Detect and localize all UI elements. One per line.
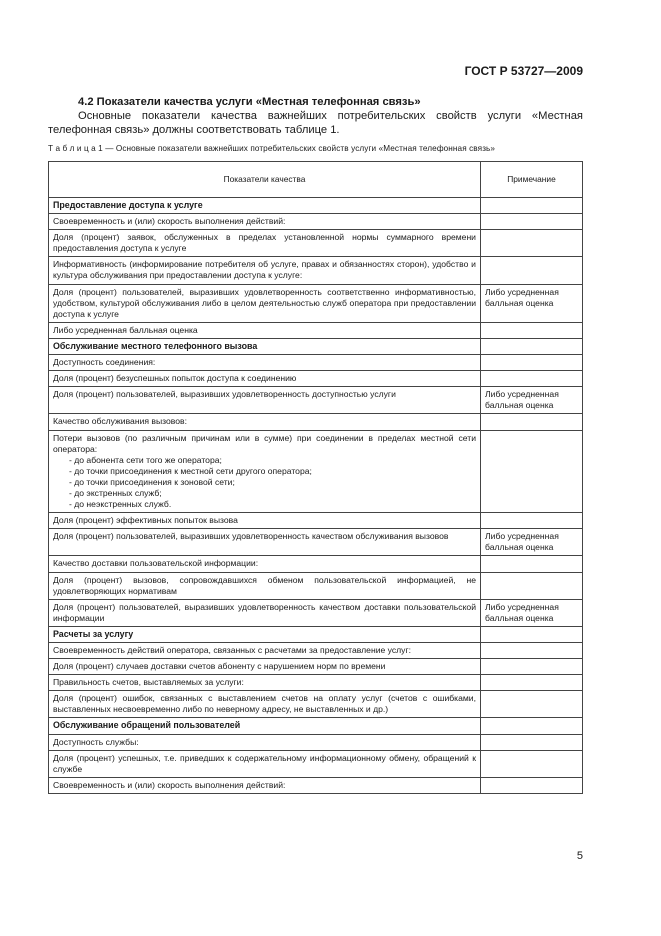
indicator-cell	[49, 643, 481, 659]
note-cell	[481, 257, 583, 284]
note-cell: Либо усредненная балльная оценка	[481, 284, 583, 322]
table-row	[49, 556, 583, 572]
table-row	[49, 750, 583, 777]
table-row	[49, 691, 583, 718]
indicator-cell	[49, 691, 481, 718]
note-cell	[481, 414, 583, 430]
note-cell: Либо усредненная балльная оценка	[481, 599, 583, 626]
table-body	[49, 198, 583, 794]
note-cell	[481, 430, 583, 513]
section-title-cell	[49, 338, 481, 354]
note-cell	[481, 371, 583, 387]
indicator-cell	[49, 322, 481, 338]
indicator-text: Своевременность и (или) скорость выполнения действий:	[53, 216, 286, 227]
indicator-cell	[49, 599, 481, 626]
list-item: - до точки присоединения к зоновой сети;	[69, 477, 476, 488]
indicator-text: Доля (процент) ошибок, связанных с выставлением счетов на оплату услуг (счетов с ошибками, выставленных несвоевременно либо по неверному адресу, не выставленных и др.)	[53, 693, 476, 715]
indicator-text: Обслуживание обращений пользователей	[53, 720, 241, 731]
table-row	[49, 599, 583, 626]
note-cell	[481, 572, 583, 599]
indicator-text: Доступность соединения:	[53, 357, 156, 368]
section-title-cell	[49, 718, 481, 734]
table-row	[49, 734, 583, 750]
indicator-text: Либо усредненная балльная оценка	[53, 324, 198, 335]
indicator-text: Своевременность действий оператора, связанных с расчетами за предоставление услуг:	[53, 645, 411, 655]
table-section-row	[49, 626, 583, 642]
list-item: - до абонента сети того же оператора;	[69, 455, 476, 466]
indicator-text: Обслуживание местного телефонного вызова	[53, 340, 258, 351]
indicator-text: Доля (процент) заявок, обслуженных в пределах установленной нормы суммарного времени предоставления доступа к услуге	[53, 232, 476, 254]
indicator-text: Правильность счетов, выставляемых за услуги:	[53, 677, 244, 688]
indicator-text: Доля (процент) пользователей, выразивших удовлетворенность качеством доставки пользовательской информации	[53, 601, 476, 623]
indicator-cell	[49, 257, 481, 284]
note-cell: Либо усредненная балльная оценка	[481, 529, 583, 556]
indicator-text: Доступность службы:	[53, 736, 139, 747]
table-row	[49, 777, 583, 793]
indicator-cell	[49, 777, 481, 793]
table-caption: Т а б л и ц а 1 — Основные показатели важнейших потребительских свойств услуги «Местная телефонная связь»	[48, 144, 496, 153]
table-row	[49, 414, 583, 430]
column-header-note: Примечание	[481, 162, 583, 198]
table-section-row	[49, 718, 583, 734]
indicator-text: Доля (процент) пользователей, выразивших удовлетворенность доступностью услуги	[53, 389, 396, 400]
table-row	[49, 387, 583, 414]
note-cell: Либо усредненная балльная оценка	[481, 387, 583, 414]
note-cell	[481, 750, 583, 777]
section-heading: 4.2 Показатели качества услуги «Местная телефонная связь»	[78, 96, 421, 108]
indicator-cell	[49, 355, 481, 371]
table-header-row	[49, 162, 583, 198]
table-row	[49, 214, 583, 230]
indicator-text: Расчеты за услугу	[53, 628, 134, 639]
indicator-text: Качество обслуживания вызовов:	[53, 416, 187, 427]
indicator-cell	[49, 513, 481, 529]
page-number: 5	[576, 850, 583, 862]
indicator-sublist	[53, 455, 476, 510]
indicator-text: Доля (процент) безуспешных попыток доступа к соединению	[53, 373, 297, 384]
indicator-text: Доля (процент) случаев доставки счетов абоненту с нарушением норм по времени	[53, 661, 386, 672]
table-row	[49, 371, 583, 387]
list-item: - до экстренных служб;	[69, 488, 476, 499]
table-row	[49, 675, 583, 691]
table-row	[49, 572, 583, 599]
indicator-cell	[49, 556, 481, 572]
indicator-text: Доля (процент) пользователей, выразивших удовлетворенность соответственно информативностью, удобством, культурой обслуживания либо в целом деятельностью служб оператора при предоставлении доступа к услуге	[53, 286, 476, 319]
note-cell	[481, 230, 583, 257]
table-section-row	[49, 198, 583, 214]
table-row	[49, 230, 583, 257]
indicator-cell	[49, 230, 481, 257]
table-row	[49, 529, 583, 556]
table-row	[49, 284, 583, 322]
indicator-cell	[49, 414, 481, 430]
section-4-2	[48, 95, 583, 137]
indicator-cell	[49, 734, 481, 750]
section-title-cell	[49, 626, 481, 642]
table-row	[49, 257, 583, 284]
table-row	[49, 643, 583, 659]
note-cell	[481, 198, 583, 214]
note-cell	[481, 322, 583, 338]
table-section-row	[49, 338, 583, 354]
table-row	[49, 355, 583, 371]
indicator-cell	[49, 371, 481, 387]
table-row	[49, 659, 583, 675]
indicator-text: Доля (процент) пользователей, выразивших удовлетворенность качеством обслуживания вызовов	[53, 531, 449, 542]
list-item: - до точки присоединения к местной сети другого оператора;	[69, 466, 476, 477]
note-cell	[481, 513, 583, 529]
indicator-cell	[49, 284, 481, 322]
indicator-cell	[49, 750, 481, 777]
indicator-cell	[49, 529, 481, 556]
note-cell	[481, 355, 583, 371]
indicator-text: Своевременность и (или) скорость выполнения действий:	[53, 779, 286, 790]
table-row	[49, 513, 583, 529]
section-title-cell	[49, 198, 481, 214]
note-cell	[481, 214, 583, 230]
note-cell	[481, 643, 583, 659]
indicator-cell	[49, 430, 481, 513]
note-cell	[481, 675, 583, 691]
indicator-text: Доля (процент) эффективных попыток вызова	[53, 515, 238, 526]
indicator-text: Потери вызовов (по различным причинам или в сумме) при соединении в пределах местной сети оператора:	[53, 432, 476, 454]
note-cell	[481, 626, 583, 642]
table-row	[49, 430, 583, 513]
indicator-text: Информативность (информирование потребителя об услуге, правах и обязанностях сторон), удобство и культура обслуживания при предоставлении доступа к услуге:	[53, 259, 476, 281]
column-header-indicators: Показатели качества	[49, 162, 481, 198]
indicator-text: Доля (процент) вызовов, сопровождавшихся обменом пользовательской информацией, не удовлетворяющих нормативам	[53, 574, 476, 596]
quality-indicators-table	[48, 161, 583, 794]
indicator-text: Доля (процент) успешных, т.е. приведших к содержательному информационному обмену, обращений к службе	[53, 752, 476, 774]
indicator-cell	[49, 659, 481, 675]
section-paragraph: Основные показатели качества важнейших потребительских свойств услуги «Местная телефонная связь» должны соответствовать таблице 1.	[48, 110, 583, 136]
indicator-cell	[49, 675, 481, 691]
document-header: ГОСТ Р 53727—2009	[464, 64, 583, 78]
note-cell	[481, 734, 583, 750]
indicator-text: Предоставление доступа к услуге	[53, 200, 203, 210]
note-cell	[481, 777, 583, 793]
table-row	[49, 322, 583, 338]
indicator-cell	[49, 572, 481, 599]
note-cell	[481, 556, 583, 572]
note-cell	[481, 659, 583, 675]
indicator-text: Качество доставки пользовательской информации:	[53, 558, 259, 569]
note-cell	[481, 691, 583, 718]
note-cell	[481, 718, 583, 734]
list-item: - до неэкстренных служб.	[69, 499, 476, 510]
indicator-cell	[49, 214, 481, 230]
indicator-cell	[49, 387, 481, 414]
note-cell	[481, 338, 583, 354]
